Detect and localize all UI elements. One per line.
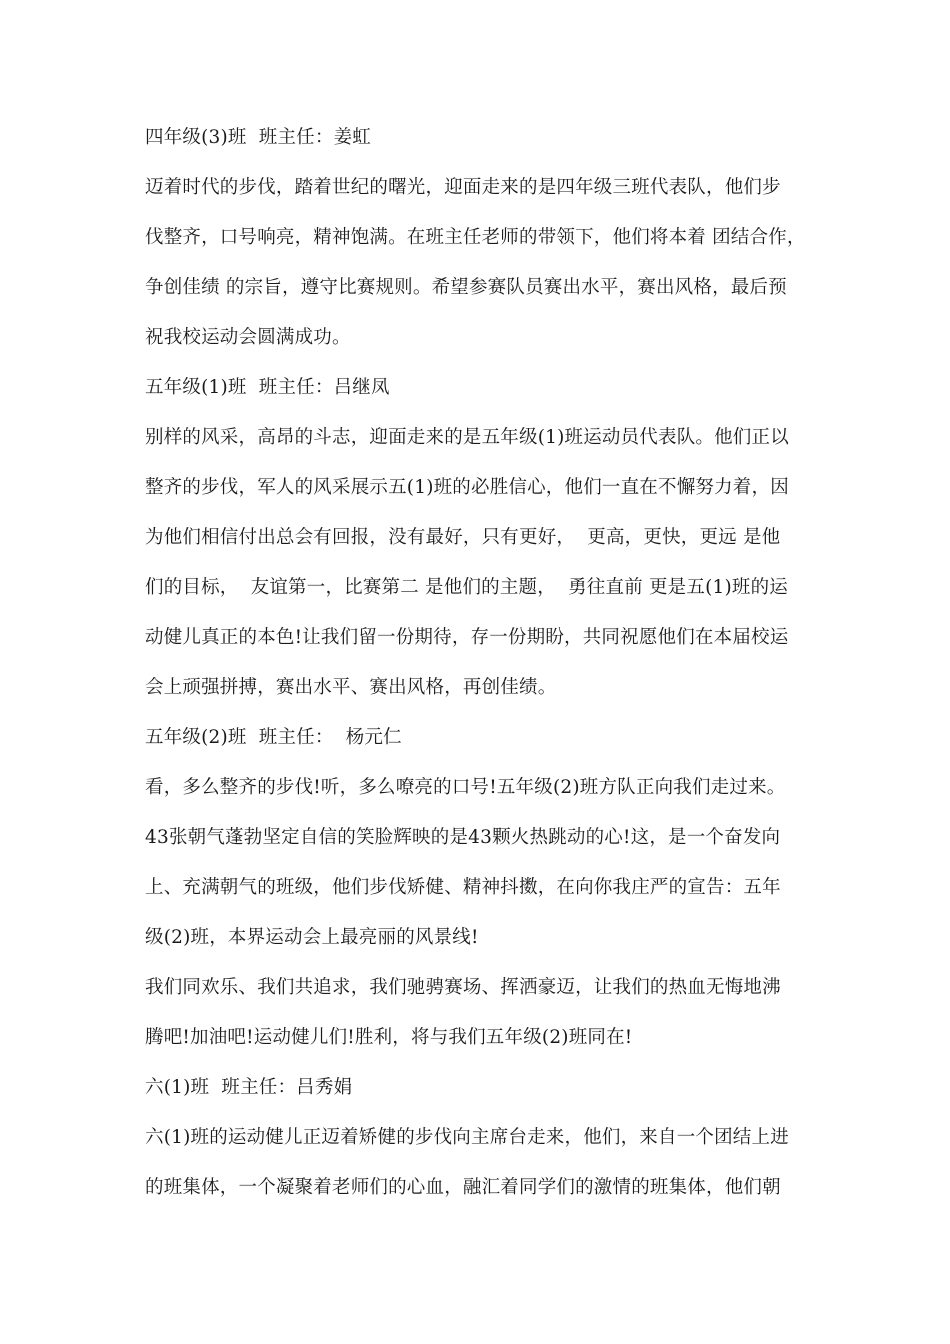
- paragraph-line: 会上顽强拼搏，赛出水平、赛出风格，再创佳绩。: [145, 677, 557, 698]
- class-heading-6-1: 六(1)班 班主任：吕秀娟: [145, 1077, 353, 1098]
- class-heading-5-1: 五年级(1)班 班主任：吕继凤: [145, 377, 390, 398]
- paragraph-line: 我们同欢乐、我们共追求，我们驰骋赛场、挥洒豪迈，让我们的热血无悔地沸: [145, 977, 781, 998]
- paragraph-line: 别样的风采，高昂的斗志，迎面走来的是五年级(1)班运动员代表队。他们正以: [145, 427, 789, 448]
- paragraph-line: 看，多么整齐的步伐!听，多么嘹亮的口号!五年级(2)班方队正向我们走过来。: [145, 777, 786, 798]
- paragraph-line: 动健儿真正的本色!让我们留一份期待，存一份期盼，共同祝愿他们在本届校运: [145, 627, 789, 648]
- paragraph-line: 的班集体，一个凝聚着老师们的心血，融汇着同学们的激情的班集体，他们朝: [145, 1177, 781, 1198]
- paragraph-line: 迈着时代的步伐，踏着世纪的曙光，迎面走来的是四年级三班代表队，他们步: [145, 177, 781, 198]
- paragraph-line: 腾吧!加油吧!运动健儿们!胜利，将与我们五年级(2)班同在!: [145, 1027, 633, 1048]
- paragraph-line: 上、充满朝气的班级，他们步伐矫健、精神抖擞，在向你我庄严的宣告：五年: [145, 877, 781, 898]
- class-heading-4-3: 四年级(3)班 班主任：姜虹: [145, 127, 371, 148]
- paragraph-line: 43张朝气蓬勃坚定自信的笑脸辉映的是43颗火热跳动的心!这，是一个奋发向: [145, 827, 781, 848]
- class-heading-5-2: 五年级(2)班 班主任： 杨元仁: [145, 727, 402, 748]
- paragraph-line: 祝我校运动会圆满成功。: [145, 327, 351, 348]
- paragraph-line: 六(1)班的运动健儿正迈着矫健的步伐向主席台走来，他们，来自一个团结上进: [145, 1127, 789, 1148]
- paragraph-line: 伐整齐，口号响亮，精神饱满。在班主任老师的带领下，他们将本着 团结合作，: [145, 227, 806, 248]
- paragraph-line: 们的目标， 友谊第一，比赛第二 是他们的主题， 勇往直前 更是五(1)班的运: [145, 577, 788, 598]
- paragraph-line: 争创佳绩 的宗旨，遵守比赛规则。希望参赛队员赛出水平，赛出风格，最后预: [145, 277, 787, 298]
- paragraph-line: 为他们相信付出总会有回报，没有最好，只有更好， 更高，更快，更远 是他: [145, 527, 781, 548]
- paragraph-line: 级(2)班，本界运动会上最亮丽的风景线!: [145, 927, 479, 948]
- paragraph-line: 整齐的步伐，军人的风采展示五(1)班的必胜信心，他们一直在不懈努力着，因: [145, 477, 789, 498]
